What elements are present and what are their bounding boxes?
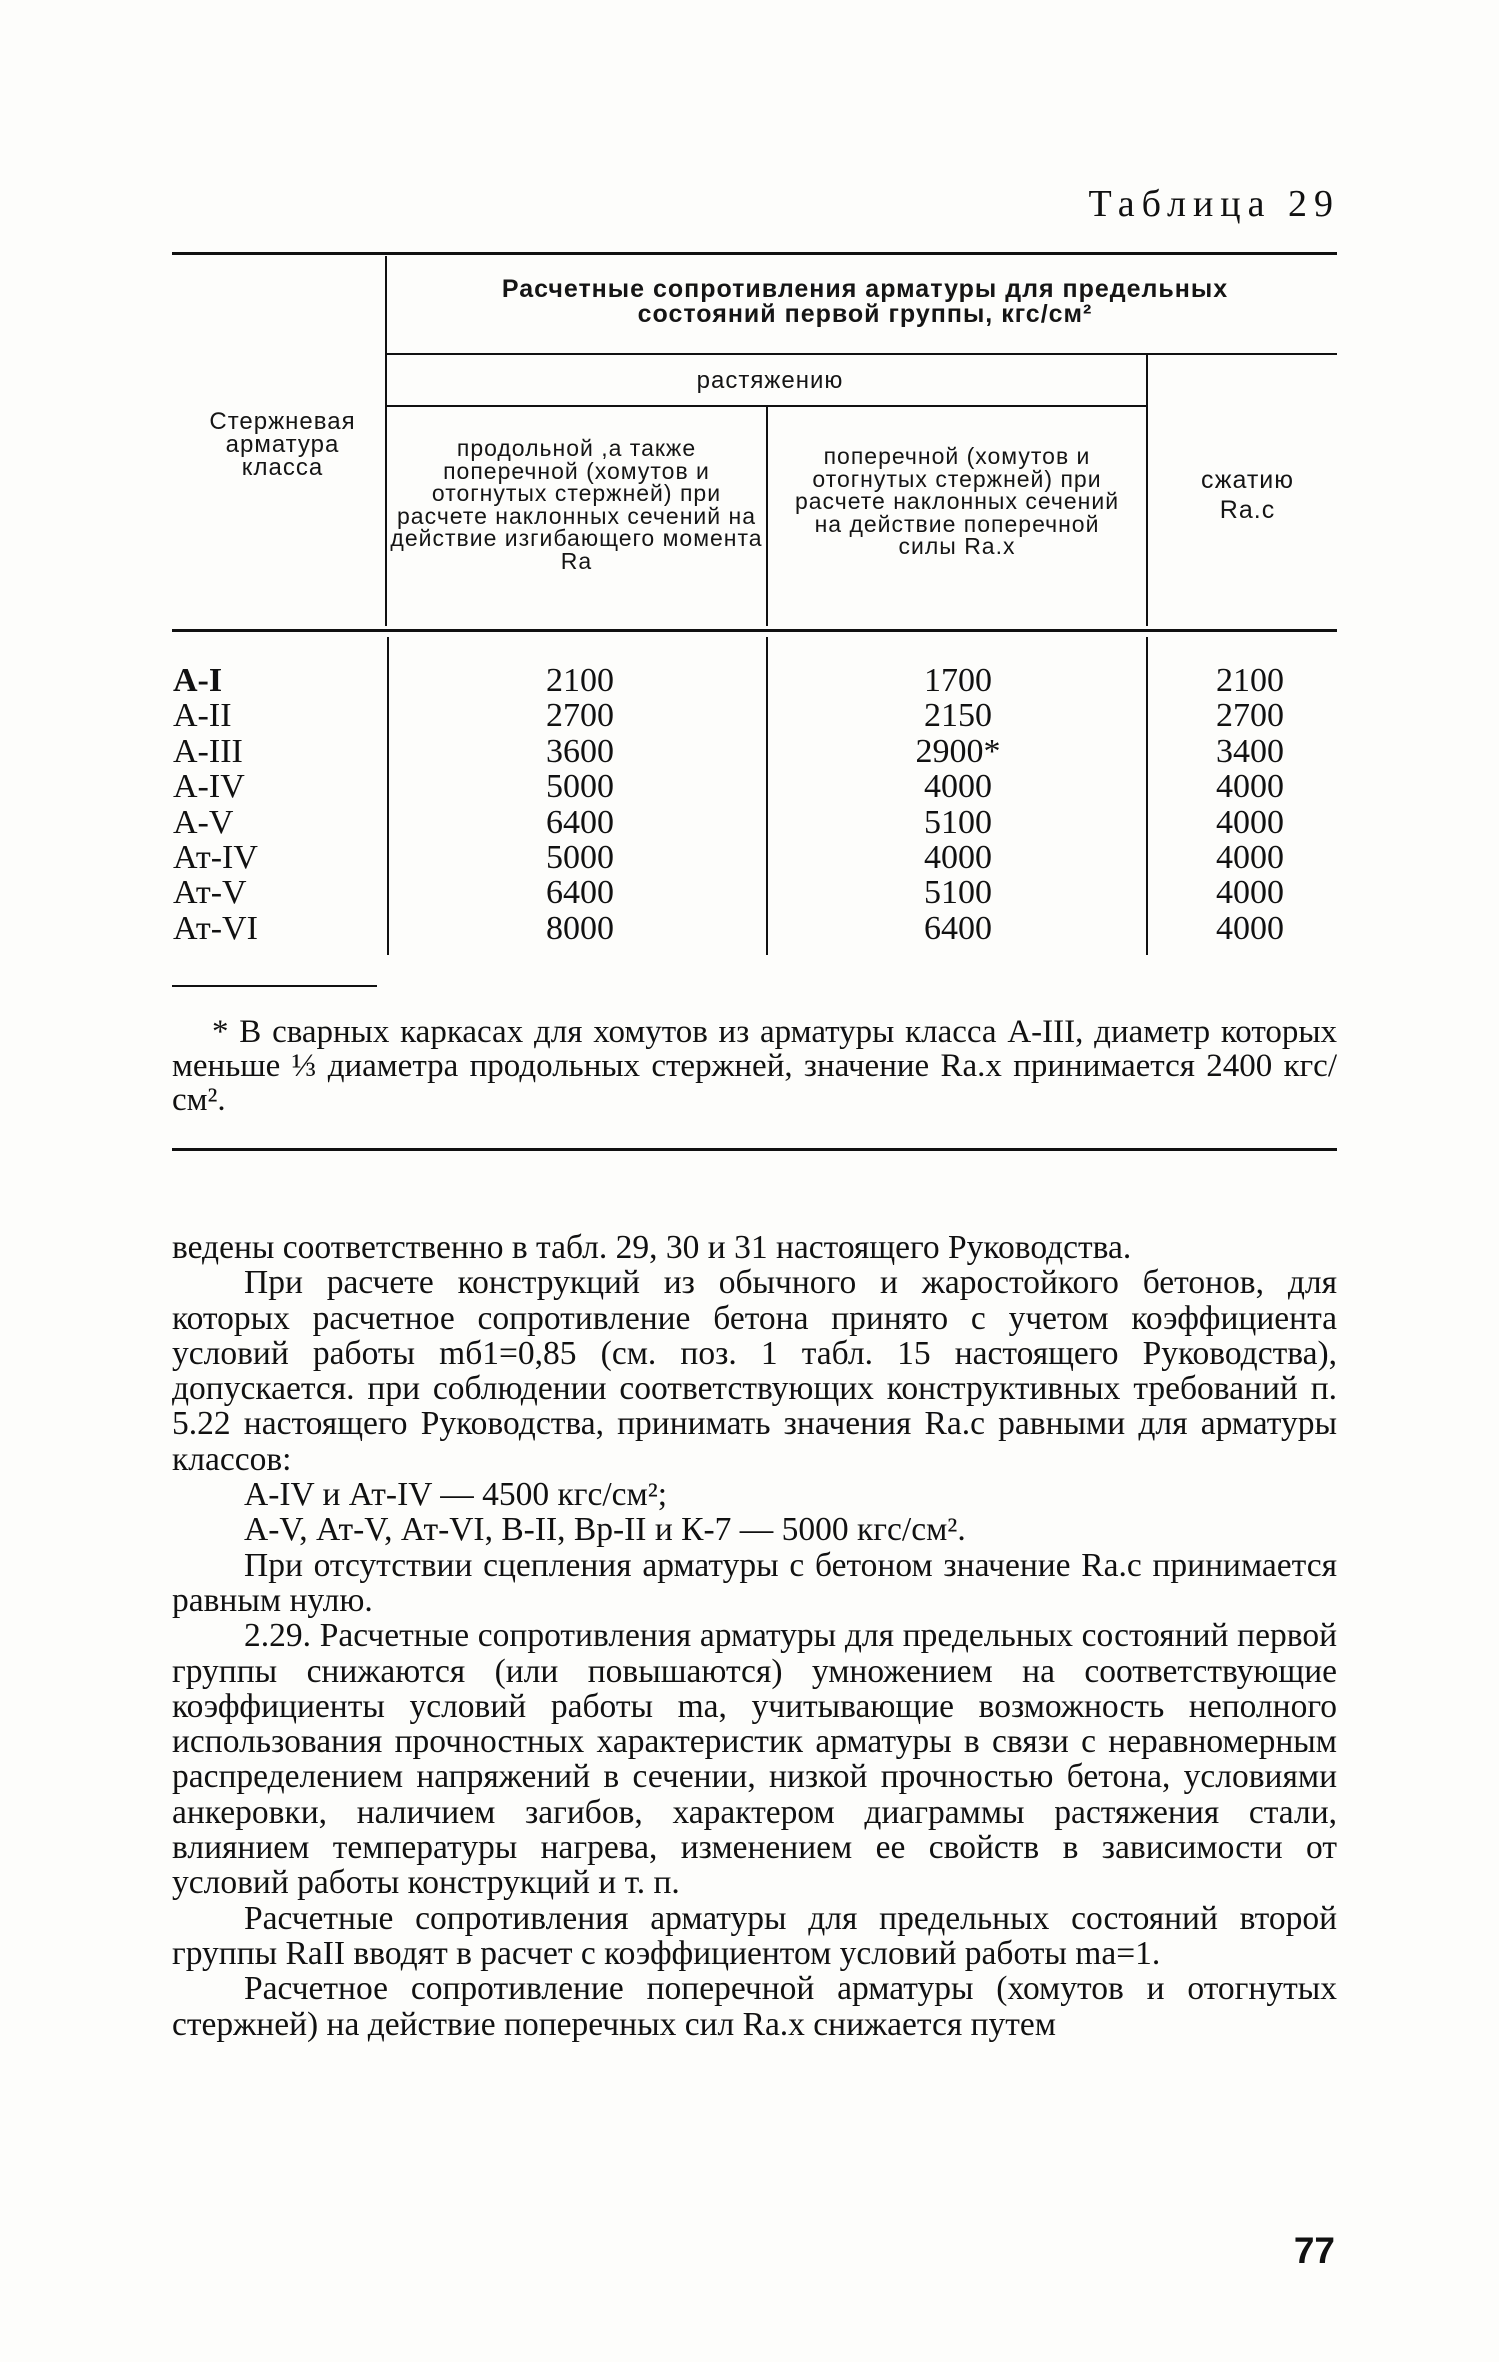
body-divider-3	[1146, 637, 1148, 955]
paragraph: При расчете конструкций из обычного и жаростойкого бетонов, для которых расчетное сопротивление бетона принято с учетом коэффициента условий работы mб1=0,85 (см. поз. 1 табл. 15 настоящего Руководства), допускается. при соблюдении соответствующих конструктивных требований п. 5.22 настоящего Руководства, принимать значения Rа.с равными для арматуры классов:	[172, 1264, 1337, 1478]
paragraph: А-IV и Ат-IV — 4500 кгс/см²;	[244, 1476, 668, 1514]
class-cell: А-III	[173, 732, 243, 770]
col3-header: сжатию Rа.с	[1200, 466, 1295, 524]
col-divider	[766, 406, 768, 626]
value-cell: 1700	[924, 662, 992, 699]
group-header: Расчетные сопротивления арматуры для предельных состояний первой группы, кгс/см²	[501, 275, 1229, 328]
body-divider-2	[766, 637, 768, 955]
class-cell: А-IV	[173, 768, 245, 806]
value-cell: 2100	[546, 662, 614, 699]
body-divider-1	[387, 637, 389, 955]
value-cell: 2150	[924, 697, 992, 735]
value-cell: 3400	[1216, 732, 1284, 770]
body-text	[172, 1230, 1337, 2042]
value-cell: 4000	[1216, 838, 1284, 876]
class-cell: Ат-V	[173, 874, 247, 912]
table-end-rule	[172, 1148, 1337, 1151]
page-number: 77	[1293, 2230, 1335, 2271]
value-cell: 6400	[546, 874, 614, 912]
table-caption: Таблица 29	[1088, 183, 1340, 225]
compression-divider	[1146, 355, 1148, 626]
value-cell: 4000	[1216, 768, 1284, 806]
value-cell: 4000	[924, 768, 992, 806]
tension-transverse-column	[878, 663, 1038, 946]
paragraph: При отсутствии сцепления арматуры с бетоном значение Rа.с принимается равным нулю.	[172, 1546, 1337, 1619]
value-cell: 3600	[546, 732, 614, 770]
group-header-rule	[387, 353, 1337, 355]
table-footnote: * В сварных каркасах для хомутов из арматуры класса А-III, диаметр которых меньше ⅓ диаметра продольных стержней, значение Rа.х принимается 2400 кгс/см².	[172, 1014, 1337, 1118]
col2-header: поперечной (хомутов и отогнутых стержней) при расчете наклонных сечений на действие поперечной силы Rа.х	[794, 443, 1120, 559]
tension-header: растяжению	[696, 367, 844, 394]
stub-divider	[385, 256, 387, 626]
class-cell: А-II	[173, 697, 232, 735]
paragraph: А-V, Ат-V, Ат-VI, В-II, Вр-II и К-7 — 5000 кгс/см².	[244, 1511, 966, 1549]
value-cell: 2900*	[915, 732, 1001, 770]
value-cell: 5100	[924, 803, 992, 841]
class-cell: Ат-IV	[173, 838, 258, 876]
col1-header: продольной ,а также поперечной (хомутов и отогнутых стержней) при расчете наклонных сечений на действие изгибающего момента Rа	[390, 435, 763, 574]
paragraph: Расчетные сопротивления арматуры для предельных состояний второй группы RaII вводят в расчет с коэффициентом условий работы mа=1.	[172, 1899, 1337, 1972]
value-cell: 5100	[924, 874, 992, 912]
value-cell: 2100	[1216, 662, 1284, 699]
value-cell: 2700	[1216, 697, 1284, 735]
value-cell: 4000	[1216, 803, 1284, 841]
class-cell: А-V	[173, 803, 234, 841]
value-cell: 6400	[924, 909, 992, 947]
footnote-separator	[172, 985, 377, 987]
paragraph: Расчетное сопротивление поперечной арматуры (хомутов и отогнутых стержней) на действие поперечных сил Rа.х снижается путем	[172, 1970, 1337, 2043]
compression-column	[1170, 663, 1330, 946]
value-cell: 5000	[546, 838, 614, 876]
value-cell: 4000	[1216, 874, 1284, 912]
value-cell: 2700	[546, 697, 614, 735]
value-cell: 8000	[546, 909, 614, 947]
class-cell: Ат-VI	[173, 909, 258, 947]
tension-longitudinal-column	[500, 663, 660, 946]
value-cell: 4000	[924, 838, 992, 876]
table-top-rule	[172, 252, 1337, 255]
value-cell: 5000	[546, 768, 614, 806]
value-cell: 4000	[1216, 909, 1284, 947]
paragraph: ведены соответственно в табл. 29, 30 и 31 настоящего Руководства.	[172, 1229, 1132, 1266]
paragraph: 2.29. Расчетные сопротивления арматуры для предельных состояний первой группы снижаются (или повышаются) умножением на соответствующие коэффициенты условий работы mа, учитывающие возможность неполного использования прочностных характеристик арматуры в связи с неравномерным распределением напряжений в сечении, низкой прочностью бетона, условиями анкеровки, наличием загибов, характером диаграммы растяжения стали, влиянием температуры нагрева, изменением ее свойств в зависимости от условий работы конструкций и т. п.	[172, 1617, 1337, 1902]
header-bottom-rule	[172, 629, 1337, 632]
class-column	[173, 663, 353, 946]
class-cell: А-I	[173, 662, 223, 699]
value-cell: 6400	[546, 803, 614, 841]
stub-header: Стержневая арматура класса	[209, 408, 356, 481]
